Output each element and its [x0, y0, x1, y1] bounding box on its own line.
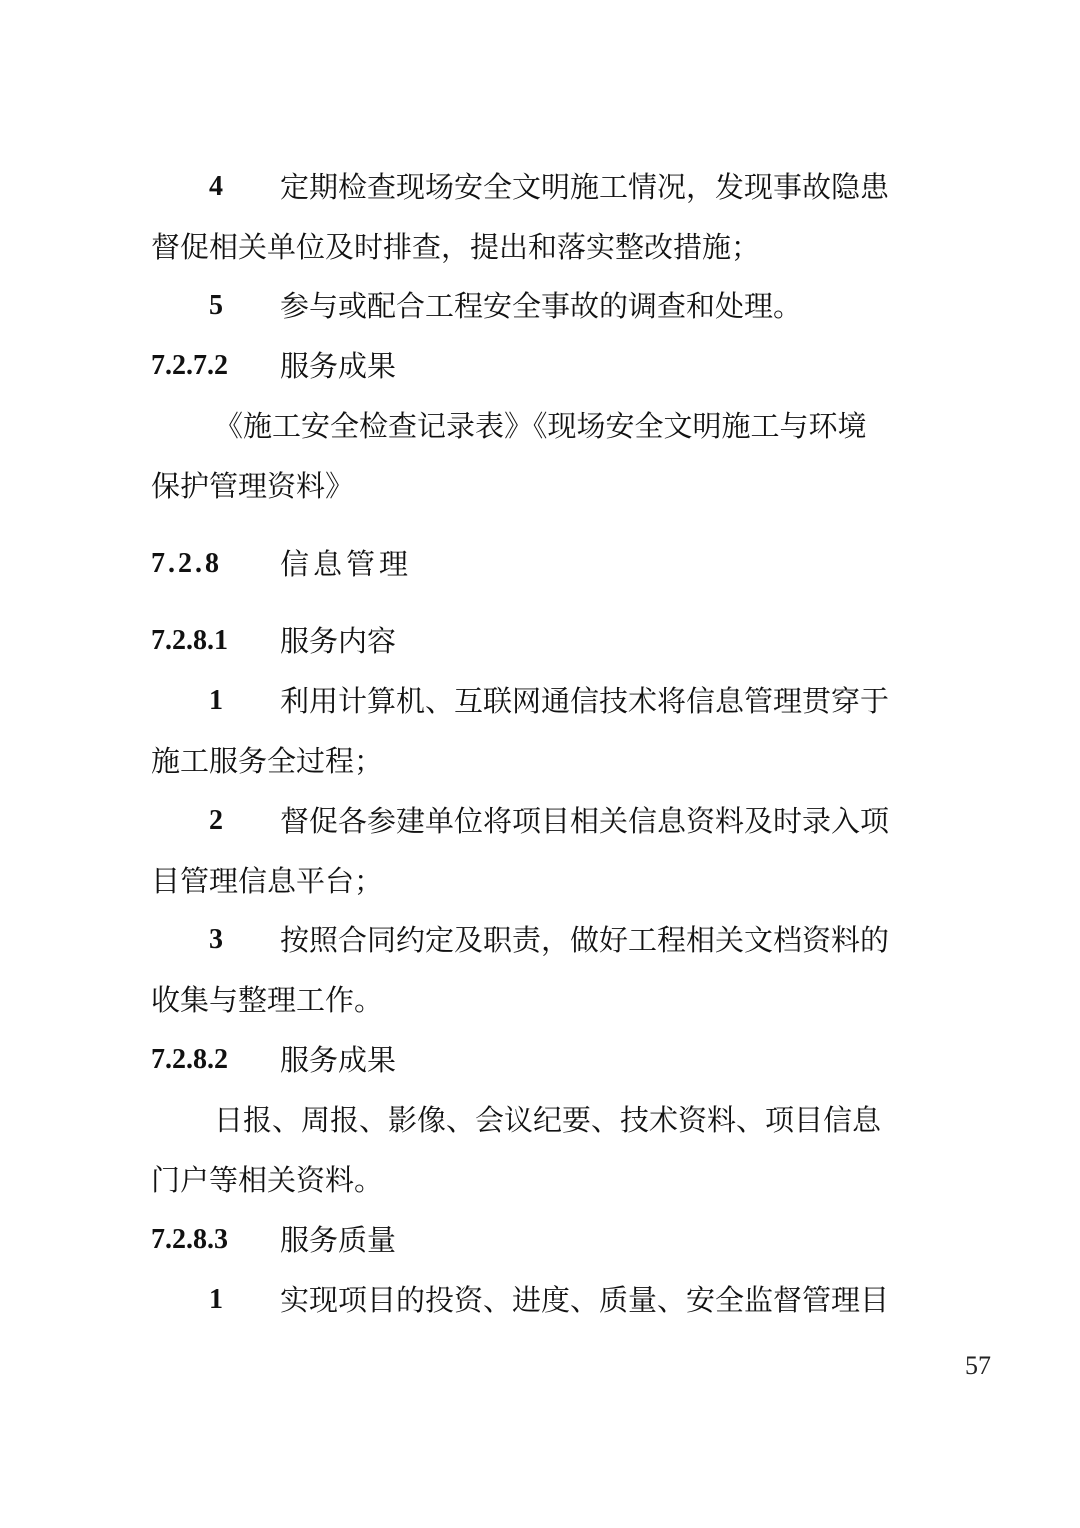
section-heading [0, 611, 1080, 671]
paragraph-text: 《施工安全检查记录表》《现场安全文明施工与环境 [214, 409, 867, 443]
line-text: 保护管理资料》 [151, 469, 355, 503]
continuation-line [0, 456, 1080, 516]
continuation-line [0, 851, 1080, 911]
item-text: 利用计算机、互联网通信技术将信息管理贯穿于 [280, 684, 890, 718]
list-item [0, 1270, 1080, 1330]
item-number: 3 [209, 924, 223, 955]
section-heading [0, 1210, 1080, 1270]
section-heading [0, 1030, 1080, 1090]
item-text: 按照合同约定及职责，做好工程相关文档资料的 [280, 923, 890, 957]
list-item [0, 276, 1080, 336]
section-number: 7.2.7.2 [151, 350, 228, 381]
item-number: 1 [209, 685, 223, 716]
continuation-line [0, 731, 1080, 791]
item-text: 定期检查现场安全文明施工情况，发现事故隐患 [280, 170, 890, 204]
item-number: 1 [209, 1284, 223, 1315]
item-number: 2 [209, 805, 223, 836]
line-text: 收集与整理工作。 [151, 983, 384, 1017]
item-text: 参与或配合工程安全事故的调查和处理。 [280, 289, 803, 323]
section-number: 7.2.8.3 [151, 1224, 228, 1255]
section-title: 服务成果 [280, 1043, 397, 1077]
section-title: 服务内容 [280, 624, 397, 658]
continuation-line [0, 1150, 1080, 1210]
line-text: 施工服务全过程； [151, 744, 384, 778]
item-number: 5 [209, 290, 223, 321]
continuation-line [0, 217, 1080, 277]
line-text: 门户等相关资料。 [151, 1163, 384, 1197]
section-number: 7.2.8.1 [151, 625, 228, 656]
item-text: 实现项目的投资、进度、质量、安全监督管理目 [280, 1283, 890, 1317]
line-text: 目管理信息平台； [151, 864, 384, 898]
list-item [0, 910, 1080, 970]
list-item [0, 157, 1080, 217]
section-number: 7.2.8.2 [151, 1044, 228, 1075]
page-number: 57 [965, 1351, 991, 1380]
section-title: 信息管理 [280, 547, 413, 581]
paragraph-line [0, 1090, 1080, 1150]
item-number: 4 [209, 171, 223, 202]
list-item [0, 671, 1080, 731]
section-number: 7.2.8 [151, 548, 222, 579]
subsection-heading [0, 534, 1080, 594]
line-text: 督促相关单位及时排查，提出和落实整改措施； [151, 230, 761, 264]
section-title: 服务质量 [280, 1223, 397, 1257]
paragraph-line [0, 396, 1080, 456]
continuation-line [0, 970, 1080, 1030]
section-heading [0, 336, 1080, 396]
section-title: 服务成果 [280, 349, 397, 383]
paragraph-text: 日报、周报、影像、会议纪要、技术资料、项目信息 [214, 1103, 882, 1137]
list-item [0, 791, 1080, 851]
item-text: 督促各参建单位将项目相关信息资料及时录入项 [280, 804, 890, 838]
